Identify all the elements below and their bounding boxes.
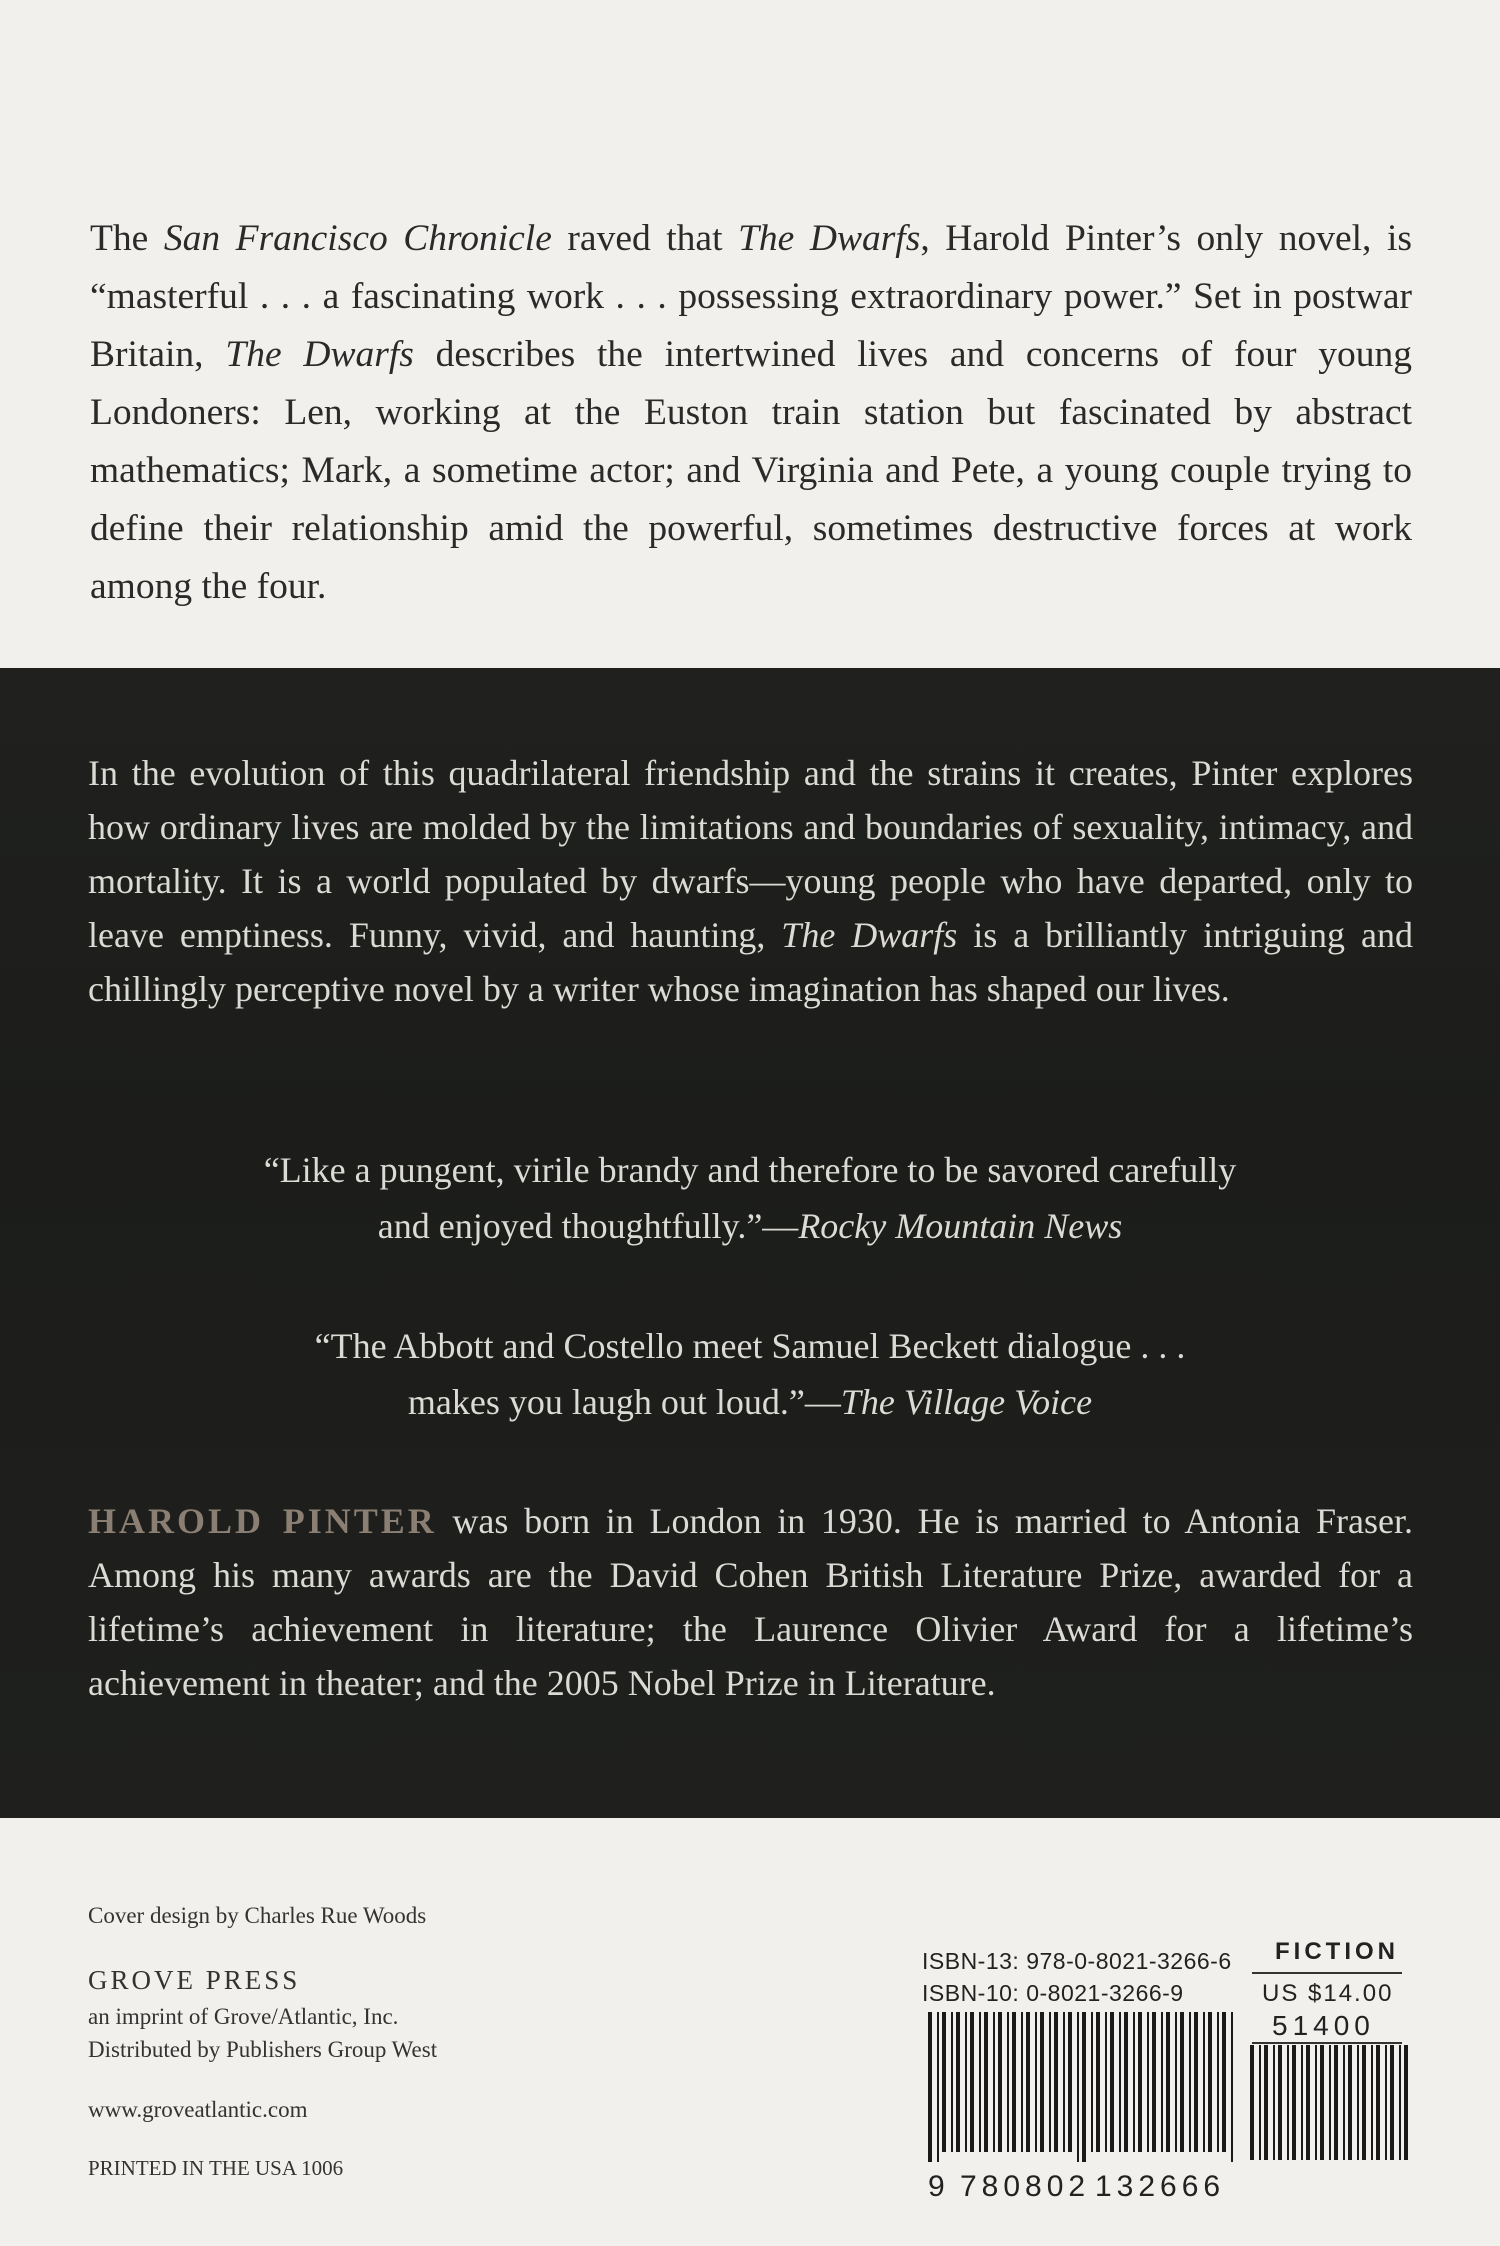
cover-credit: Cover design by Charles Rue Woods — [88, 1903, 427, 1928]
blurb-text: describes the intertwined lives and concerns of four young Londoners: Len, working at the Euston train station but fascinated by abstract mathematics; Mark, a sometime actor; and Virginia and Pete, a young couple trying to define their relationship amid the powerful, sometimes destructive forces at work among the four. — [90, 334, 1412, 607]
barcode-bar — [1068, 2012, 1072, 2152]
category-label: FICTION — [1275, 1938, 1399, 1965]
barcode-bar — [1133, 2012, 1135, 2152]
barcode-bar — [1348, 2045, 1352, 2160]
barcode-bar — [1105, 2012, 1107, 2152]
barcode-bar — [1203, 2012, 1205, 2152]
blurb-publication-title: San Francisco Chronicle — [163, 218, 552, 259]
ean-first-digit: 9 — [928, 2170, 950, 2203]
ean-barcode — [928, 2012, 1238, 2162]
barcode-bar — [1287, 2045, 1289, 2160]
barcode-bar — [951, 2012, 953, 2152]
barcode-bar — [928, 2012, 932, 2162]
barcode-bar — [1063, 2012, 1065, 2152]
barcode-bar — [998, 2012, 1002, 2152]
barcode-bar — [1250, 2045, 1254, 2160]
barcode-bar — [1231, 2012, 1233, 2162]
barcode-bar — [1110, 2012, 1114, 2152]
barcode-bar — [1180, 2012, 1184, 2152]
isbn-13: ISBN-13: 978-0-8021-3266-6 — [922, 1948, 1232, 1974]
barcode-bar — [1343, 2045, 1345, 2160]
barcode-bar — [1376, 2045, 1380, 2160]
barcode-bar — [984, 2012, 988, 2152]
barcode-bar — [979, 2012, 981, 2152]
barcode-bar — [1147, 2012, 1149, 2152]
blurb-text: raved that — [551, 218, 739, 259]
barcode-bar — [1012, 2012, 1016, 2152]
barcode-bar — [1292, 2045, 1296, 2160]
barcode-bar — [970, 2012, 974, 2152]
barcode-bar — [1362, 2045, 1366, 2160]
barcode-bar — [942, 2012, 946, 2152]
barcode-bar — [1189, 2012, 1191, 2152]
barcode-bar — [1049, 2012, 1051, 2152]
review-quote-2 — [0, 1318, 1500, 1430]
barcode-bar — [1091, 2012, 1093, 2152]
barcode-bar — [1306, 2045, 1310, 2160]
dark-band — [0, 668, 1500, 1818]
price-barcode — [1250, 2045, 1410, 2165]
barcode-bar — [1357, 2045, 1359, 2160]
blurb-text: The — [90, 218, 164, 259]
publisher-name: GROVE PRESS — [88, 1965, 301, 1995]
barcode-bar — [956, 2012, 960, 2152]
quote-line: and enjoyed thoughtfully.”— — [377, 1206, 799, 1246]
barcode-bar — [1390, 2045, 1394, 2160]
description-text: In the evolution of this quadrilateral friendship and the strains it creates, Pinter explores how ordinary lives are molded by the limitations and boundaries of sexuality, intimacy, and mortality. It is a world populated by dwarfs—young people who have departed, only to leave emptiness. Funny, vivid, and haunting, — [88, 753, 1413, 955]
barcode-bar — [1161, 2012, 1163, 2152]
price-code: 51400 — [1272, 2010, 1375, 2041]
price-rule — [1252, 2042, 1402, 2044]
review-quote-1 — [0, 1142, 1500, 1254]
barcode-bar — [1138, 2012, 1142, 2152]
barcode-bar — [965, 2012, 967, 2152]
barcode-bar — [1208, 2012, 1212, 2152]
blurb-text: , Harold Pinter’s only novel, is “masterful . . . a fascinating work . . . possessing extraordinary power.” Set in postwar Britain, — [90, 218, 1412, 375]
author-bio — [88, 1494, 1413, 1710]
barcode-bar — [1152, 2012, 1156, 2152]
barcode-bar — [1124, 2012, 1128, 2152]
barcode-bar — [1194, 2012, 1198, 2152]
barcode-bar — [1222, 2012, 1226, 2152]
author-bio-text: was born in London in 1930. He is married to Antonia Fraser. Among his many awards are the David Cohen British Literature Prize, awarded for a lifetime’s achievement in literature; the Laurence Olivier Award for a lifetime’s achievement in theater; and the 2005 Nobel Prize in Literature. — [88, 1501, 1413, 1703]
author-name: HAROLD PINTER — [88, 1501, 437, 1541]
barcode-bar — [1315, 2045, 1317, 2160]
barcode-bar — [1329, 2045, 1331, 2160]
quote-line: makes you laugh out loud.”— — [407, 1382, 841, 1422]
description-text: is a brilliantly intriguing and chillingly perceptive novel by a writer whose imagination has shaped our lives. — [88, 915, 1413, 1009]
barcode-bar — [1273, 2045, 1275, 2160]
price-label: US $14.00 — [1262, 1980, 1394, 2007]
barcode-bar — [1217, 2012, 1219, 2152]
quote-line: “Like a pungent, virile brandy and therefore to be savored carefully — [263, 1150, 1237, 1190]
quote-source: Rocky Mountain News — [798, 1206, 1123, 1246]
ean-left-digits: 780802 — [960, 2170, 1091, 2203]
barcode-bar — [1264, 2045, 1268, 2160]
barcode-bar — [1021, 2012, 1023, 2152]
barcode-bar — [1278, 2045, 1282, 2160]
barcode-bar — [1035, 2012, 1037, 2152]
category-rule — [1252, 1972, 1402, 1974]
description-paragraph — [88, 746, 1413, 1016]
barcode-bar — [993, 2012, 995, 2152]
barcode-bar — [1259, 2045, 1261, 2160]
barcode-bar — [1334, 2045, 1338, 2160]
barcode-bar — [1404, 2045, 1408, 2160]
barcode-bar — [1385, 2045, 1387, 2160]
description-book-title: The Dwarfs — [781, 915, 958, 955]
barcode-bar — [1320, 2045, 1324, 2160]
barcode-bar — [1301, 2045, 1303, 2160]
chronicle-blurb — [90, 210, 1412, 616]
barcode-bar — [1007, 2012, 1009, 2152]
isbn-10: ISBN-10: 0-8021-3266-9 — [922, 1980, 1184, 2006]
barcode-bar — [1096, 2012, 1100, 2152]
imprint-line: an imprint of Grove/Atlantic, Inc. — [88, 2004, 399, 2029]
blurb-book-title: The Dwarfs — [738, 218, 921, 259]
barcode-bar — [1119, 2012, 1121, 2152]
barcode-bar — [1175, 2012, 1177, 2152]
barcode-bar — [1371, 2045, 1373, 2160]
website-link[interactable]: www.groveatlantic.com — [88, 2097, 308, 2122]
barcode-bar — [1040, 2012, 1044, 2152]
barcode-bar — [1166, 2012, 1170, 2152]
blurb-book-title: The Dwarfs — [225, 334, 414, 375]
barcode-bar — [1026, 2012, 1030, 2152]
quote-line: “The Abbott and Costello meet Samuel Beckett dialogue . . . — [314, 1326, 1186, 1366]
barcode-bar — [1054, 2012, 1058, 2152]
quote-source: The Village Voice — [840, 1382, 1093, 1422]
barcode-bar — [937, 2012, 939, 2162]
ean-right-digits: 132666 — [1095, 2170, 1226, 2203]
printed-line: PRINTED IN THE USA 1006 — [88, 2156, 344, 2180]
barcode-bar — [1399, 2045, 1401, 2160]
distributor-line: Distributed by Publishers Group West — [88, 2037, 438, 2062]
barcode-bar — [1077, 2012, 1079, 2162]
barcode-bar — [1082, 2012, 1086, 2162]
